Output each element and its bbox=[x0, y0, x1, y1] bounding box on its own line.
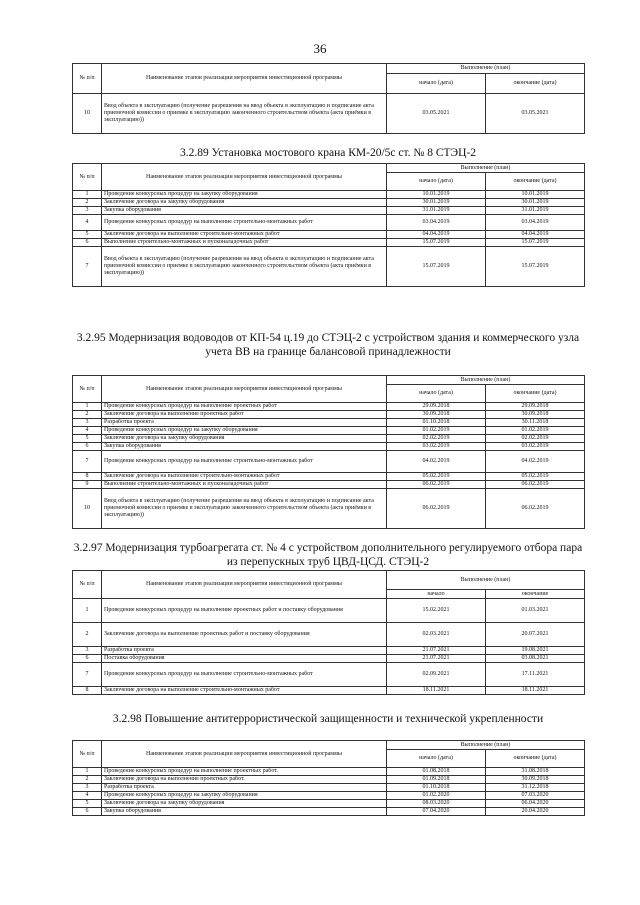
row-start: 01.09.2018 bbox=[387, 776, 486, 784]
col-header-end: окончание (дата) bbox=[486, 385, 585, 403]
col-header-num: № п/п bbox=[73, 164, 102, 191]
table-row bbox=[73, 419, 585, 427]
row-end: 03.08.2021 bbox=[486, 655, 585, 663]
row-end: 10.01.2019 bbox=[486, 191, 585, 199]
row-name: Заключение договора на выполнение проектных работ bbox=[102, 411, 387, 419]
section-title-3-2-95: 3.2.95 Модернизация водоводов от КП-54 ц.19 до СТЭЦ-2 с устройством здания и коммерческого узла учета ВВ на границе балансовой принадлежности bbox=[76, 332, 580, 358]
col-header-plan: Выполнение (план) bbox=[387, 741, 585, 750]
row-end: 29.09.2018 bbox=[486, 403, 585, 411]
row-start: 01.02.2020 bbox=[387, 792, 486, 800]
row-name: Проведение конкурсных процедур на выполнение проектных работ. bbox=[102, 768, 387, 776]
row-num: 7 bbox=[73, 247, 102, 287]
row-name: Заключение договора на закупку оборудования bbox=[102, 199, 387, 207]
row-name: Ввод объекта в эксплуатацию (получение разрешения на ввод объекта в эксплуатацию и подписание акта приемочной комиссии о приемке в эксплуатацию законченного строительством объекта (акта приёмки в эксплуатацию)) bbox=[102, 94, 387, 134]
col-header-name: Наименование этапов реализации мероприятия инвестиционной программы bbox=[102, 571, 387, 599]
row-start: 01.02.2019 bbox=[387, 427, 486, 435]
row-end: 03.04.2019 bbox=[486, 215, 585, 231]
row-num: 2 bbox=[73, 411, 102, 419]
row-num: 1 bbox=[73, 191, 102, 199]
row-num: 1 bbox=[73, 403, 102, 411]
table-row bbox=[73, 443, 585, 451]
row-name: Закупка оборудования bbox=[102, 808, 387, 816]
schedule-table-continued bbox=[72, 63, 585, 134]
row-num: 5 bbox=[73, 435, 102, 443]
row-name: Заключение договора на выполнение проектных работ и поставку оборудования bbox=[102, 623, 387, 647]
row-start: 10.01.2019 bbox=[387, 191, 486, 199]
row-name: Проведение конкурсных процедур на закупку оборудования bbox=[102, 427, 387, 435]
row-end: 30.11.2018 bbox=[486, 419, 585, 427]
col-header-num: № п/п bbox=[73, 64, 102, 94]
row-end: 19.08.2021 bbox=[486, 647, 585, 655]
row-name: Ввод объекта в эксплуатацию (получение разрешения на ввод объекта в эксплуатацию и подписание акта приемочной комиссии о приемке в эксплуатацию законченного строительством объекта (акта приёмки в эксплуатацию)) bbox=[102, 247, 387, 287]
row-end: 18.11.2021 bbox=[486, 687, 585, 695]
row-start: 08.03.2020 bbox=[387, 800, 486, 808]
row-num: 2 bbox=[73, 776, 102, 784]
table-row bbox=[73, 199, 585, 207]
row-start: 03.02.2019 bbox=[387, 443, 486, 451]
col-header-num: № п/п bbox=[73, 571, 102, 599]
table-row bbox=[73, 623, 585, 647]
table-row bbox=[73, 800, 585, 808]
row-num: 7 bbox=[73, 663, 102, 687]
row-end: 02.02.2019 bbox=[486, 435, 585, 443]
row-end: 06.04.2020 bbox=[486, 800, 585, 808]
row-name: Выполнение строительно-монтажных и пусконаладочных работ bbox=[102, 239, 387, 247]
row-end: 15.07.2019 bbox=[486, 239, 585, 247]
row-start: 02.03.2021 bbox=[387, 623, 486, 647]
table-row bbox=[73, 239, 585, 247]
schedule-table-3-2-97 bbox=[72, 570, 585, 695]
row-name: Проведение конкурсных процедур на выполнение проектных работ и поставку оборудования bbox=[102, 599, 387, 623]
col-header-name: Наименование этапов реализации мероприятия инвестиционной программы bbox=[102, 164, 387, 191]
col-header-start: начало (дата) bbox=[387, 173, 486, 191]
table-row bbox=[73, 647, 585, 655]
row-end: 31.12.2018 bbox=[486, 784, 585, 792]
row-num: 4 bbox=[73, 215, 102, 231]
row-name: Закупка оборудования bbox=[102, 443, 387, 451]
col-header-end: окончание bbox=[486, 590, 585, 599]
row-num: 1 bbox=[73, 599, 102, 623]
row-num: 3 bbox=[73, 419, 102, 427]
row-start: 06.02.2019 bbox=[387, 489, 486, 529]
row-start: 15.02.2021 bbox=[387, 599, 486, 623]
row-name: Проведение конкурсных процедур на закупку оборудования bbox=[102, 191, 387, 199]
row-end: 06.02.2019 bbox=[486, 481, 585, 489]
row-name: Заключение договора на выполнение строительно-монтажных работ bbox=[102, 231, 387, 239]
row-name: Проведение конкурсных процедур на выполнение строительно-монтажных работ bbox=[102, 663, 387, 687]
table-row bbox=[73, 411, 585, 419]
row-num: 10 bbox=[73, 94, 102, 134]
table-row bbox=[73, 599, 585, 623]
row-start: 18.11.2021 bbox=[387, 687, 486, 695]
row-end: 20.04.2020 bbox=[486, 808, 585, 816]
row-end: 04.04.2019 bbox=[486, 231, 585, 239]
page-number: 36 bbox=[313, 41, 327, 56]
row-start: 05.02.2019 bbox=[387, 473, 486, 481]
row-start: 29.09.2018 bbox=[387, 403, 486, 411]
row-num: 2 bbox=[73, 199, 102, 207]
table-row bbox=[73, 655, 585, 663]
table-row bbox=[73, 473, 585, 481]
row-end: 06.02.2019 bbox=[486, 489, 585, 529]
row-num: 6 bbox=[73, 655, 102, 663]
table-row bbox=[73, 784, 585, 792]
row-name: Заключение договора на выполнение строительно-монтажных работ bbox=[102, 473, 387, 481]
table-row bbox=[73, 489, 585, 529]
row-start: 04.04.2019 bbox=[387, 231, 486, 239]
row-end: 30.01.2019 bbox=[486, 199, 585, 207]
col-header-start: начало bbox=[387, 590, 486, 599]
col-header-plan: Выполнение (план) bbox=[387, 571, 585, 590]
row-start: 02.09.2021 bbox=[387, 663, 486, 687]
table-row bbox=[73, 94, 585, 134]
row-num: 4 bbox=[73, 427, 102, 435]
row-end: 01.03.2021 bbox=[486, 599, 585, 623]
row-num: 1 bbox=[73, 768, 102, 776]
row-end: 03.05.2021 bbox=[486, 94, 585, 134]
row-name: Проведение конкурсных процедур на выполнение строительно-монтажных работ bbox=[102, 451, 387, 473]
row-name: Закупка оборудования bbox=[102, 207, 387, 215]
row-end: 31.08.2018 bbox=[486, 768, 585, 776]
row-start: 03.05.2021 bbox=[387, 94, 486, 134]
schedule-table-3-2-98 bbox=[72, 740, 585, 816]
row-end: 30.09.2018 bbox=[486, 411, 585, 419]
col-header-plan: Выполнение (план) bbox=[387, 64, 585, 74]
row-start: 01.08.2018 bbox=[387, 768, 486, 776]
row-start: 06.02.2019 bbox=[387, 481, 486, 489]
table-row bbox=[73, 481, 585, 489]
schedule-table-3-2-95 bbox=[72, 375, 585, 529]
table-row bbox=[73, 247, 585, 287]
row-num: 10 bbox=[73, 489, 102, 529]
col-header-plan: Выполнение (план) bbox=[387, 376, 585, 385]
row-num: 6 bbox=[73, 239, 102, 247]
row-num: 6 bbox=[73, 443, 102, 451]
row-name: Заключение договора на закупку оборудования bbox=[102, 435, 387, 443]
table-row bbox=[73, 435, 585, 443]
row-name: Проведение конкурсных процедур на выполнение строительно-монтажных работ bbox=[102, 215, 387, 231]
row-start: 30.09.2018 bbox=[387, 411, 486, 419]
section-title-3-2-98: 3.2.98 Повышение антитеррористической защищенности и технической укрепленности bbox=[112, 713, 544, 725]
col-header-end: окончание (дата) bbox=[486, 74, 585, 94]
row-start: 15.07.2019 bbox=[387, 247, 486, 287]
row-num: 7 bbox=[73, 451, 102, 473]
row-start: 31.01.2019 bbox=[387, 207, 486, 215]
row-end: 30.09.2018 bbox=[486, 776, 585, 784]
table-row bbox=[73, 191, 585, 199]
row-num: 9 bbox=[73, 481, 102, 489]
section-title-3-2-89: 3.2.89 Установка мостового крана КМ-20/5с ст. № 8 СТЭЦ-2 bbox=[179, 147, 477, 159]
row-name: Проведение конкурсных процедур на выполнение проектных работ bbox=[102, 403, 387, 411]
row-start: 04.02.2019 bbox=[387, 451, 486, 473]
row-num: 8 bbox=[73, 687, 102, 695]
row-name: Поставка оборудования bbox=[102, 655, 387, 663]
row-num: 2 bbox=[73, 623, 102, 647]
table-row bbox=[73, 231, 585, 239]
row-start: 01.10.2018 bbox=[387, 784, 486, 792]
row-num: 3 bbox=[73, 647, 102, 655]
row-name: Проведение конкурсных процедур на закупку оборудования bbox=[102, 792, 387, 800]
col-header-name: Наименование этапов реализации мероприятия инвестиционной программы bbox=[102, 376, 387, 403]
row-name: Заключение договора на выполнение проектных работ. bbox=[102, 776, 387, 784]
row-name: Разработка проекта bbox=[102, 647, 387, 655]
row-end: 03.02.2019 bbox=[486, 443, 585, 451]
row-start: 15.07.2019 bbox=[387, 239, 486, 247]
row-num: 3 bbox=[73, 207, 102, 215]
table-row bbox=[73, 427, 585, 435]
row-num: 3 bbox=[73, 784, 102, 792]
row-start: 03.04.2019 bbox=[387, 215, 486, 231]
table-row bbox=[73, 451, 585, 473]
row-start: 21.07.2021 bbox=[387, 655, 486, 663]
row-end: 01.02.2019 bbox=[486, 427, 585, 435]
table-row bbox=[73, 808, 585, 816]
row-num: 6 bbox=[73, 808, 102, 816]
row-num: 5 bbox=[73, 800, 102, 808]
table-row bbox=[73, 776, 585, 784]
row-end: 04.02.2019 bbox=[486, 451, 585, 473]
col-header-name: Наименование этапов реализации мероприятия инвестиционной программы bbox=[102, 64, 387, 94]
row-num: 8 bbox=[73, 473, 102, 481]
col-header-num: № п/п bbox=[73, 376, 102, 403]
table-row bbox=[73, 207, 585, 215]
table-row bbox=[73, 663, 585, 687]
col-header-start: начало (дата) bbox=[387, 385, 486, 403]
row-start: 30.01.2019 bbox=[387, 199, 486, 207]
row-name: Выполнение строительно-монтажных и пусконаладочных работ bbox=[102, 481, 387, 489]
section-title-3-2-97: 3.2.97 Модернизация турбоагрегата ст. № 4 с устройством дополнительного регулируемого отбора пара из перепускных труб ЦВД-ЦСД. СТЭЦ-2 bbox=[73, 542, 583, 568]
row-name: Ввод объекта в эксплуатацию (получение разрешения на ввод объекта в эксплуатацию и подписание акта приемочной комиссии о приемке в эксплуатацию законченного строительством объекта (акта приёмки в эксплуатацию)) bbox=[102, 489, 387, 529]
row-end: 05.02.2019 bbox=[486, 473, 585, 481]
col-header-name: Наименование этапов реализации мероприятия инвестиционной программы bbox=[102, 741, 387, 768]
schedule-table-3-2-89 bbox=[72, 163, 585, 287]
row-num: 5 bbox=[73, 231, 102, 239]
row-end: 15.07.2019 bbox=[486, 247, 585, 287]
row-end: 31.01.2019 bbox=[486, 207, 585, 215]
row-start: 07.04.2020 bbox=[387, 808, 486, 816]
row-name: Заключение договора на закупку оборудования bbox=[102, 800, 387, 808]
row-end: 17.11.2021 bbox=[486, 663, 585, 687]
col-header-plan: Выполнение (план) bbox=[387, 164, 585, 173]
row-name: Заключение договора на выполнение строительно-монтажных работ bbox=[102, 687, 387, 695]
col-header-start: начало (дата) bbox=[387, 74, 486, 94]
row-name: Разработка проекта bbox=[102, 784, 387, 792]
table-row bbox=[73, 687, 585, 695]
row-start: 21.07.2021 bbox=[387, 647, 486, 655]
col-header-end: окончание (дата) bbox=[486, 173, 585, 191]
col-header-num: № п/п bbox=[73, 741, 102, 768]
row-name: Разработка проекта bbox=[102, 419, 387, 427]
col-header-start: начало (дата) bbox=[387, 750, 486, 768]
table-row bbox=[73, 792, 585, 800]
row-end: 20.07.2021 bbox=[486, 623, 585, 647]
col-header-end: окончание (дата) bbox=[486, 750, 585, 768]
table-row bbox=[73, 215, 585, 231]
table-row bbox=[73, 403, 585, 411]
row-end: 07.03.2020 bbox=[486, 792, 585, 800]
row-start: 01.10.2018 bbox=[387, 419, 486, 427]
row-start: 02.02.2019 bbox=[387, 435, 486, 443]
table-row bbox=[73, 768, 585, 776]
row-num: 4 bbox=[73, 792, 102, 800]
